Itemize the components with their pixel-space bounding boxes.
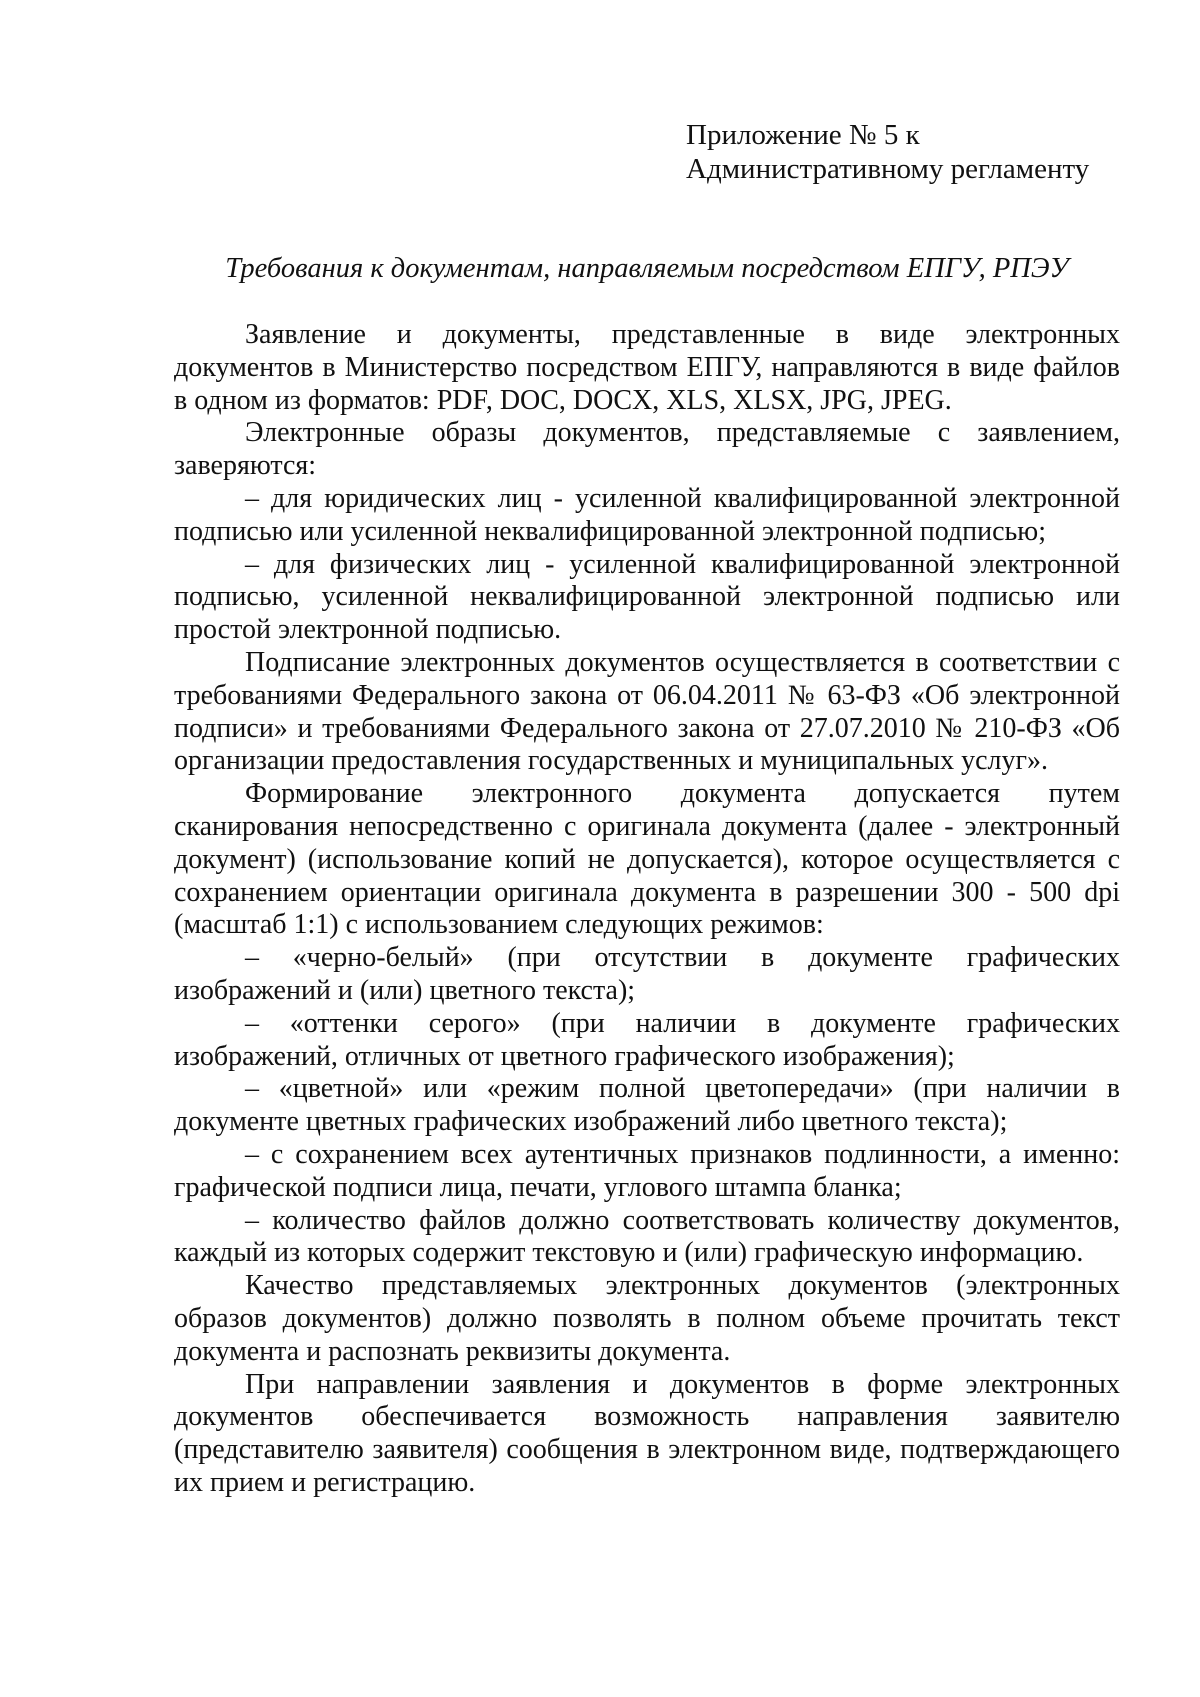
paragraph-certification: Электронные образы документов, представляемые с заявлением, заверяются: <box>174 417 1120 482</box>
appendix-line-number: Приложение № 5 к <box>686 119 920 151</box>
appendix-reference <box>686 118 1089 186</box>
list-item-color: – «цветной» или «режим полной цветопередачи» (при наличии в документе цветных графических изображений либо цветного текста); <box>174 1073 1120 1138</box>
list-item-authenticity: – с сохранением всех аутентичных признаков подлинности, а именно: графической подписи лица, печати, углового штампа бланка; <box>174 1138 1120 1203</box>
list-item-legal-entities: – для юридических лиц - усиленной квалифицированной электронной подписью или усиленной неквалифицированной электронной подписью; <box>174 482 1120 547</box>
document-body <box>174 319 1120 1500</box>
paragraph-confirmation: При направлении заявления и документов в форме электронных документов обеспечивается возможность направления заявителю (представителю заявителя) сообщения в электронном виде, подтверждающего их прием и регистрацию. <box>174 1368 1120 1498</box>
paragraph-quality: Качество представляемых электронных документов (электронных образов документов) должно позволять в полном объеме прочитать текст документа и распознать реквизиты документа. <box>174 1270 1120 1367</box>
paragraph-scanning: Формирование электронного документа допускается путем сканирования непосредственно с оригинала документа (далее - электронный документ) (использование копий не допускается), которое осуществляется с сохранением ориентации оригинала документа в разрешении 300 - 500 dpi (масштаб 1:1) с использованием следующих режимов: <box>174 778 1120 941</box>
list-item-grayscale: – «оттенки серого» (при наличии в документе графических изображений, отличных от цветного графического изображения); <box>174 1007 1120 1072</box>
paragraph-signing-law: Подписание электронных документов осуществляется в соответствии с требованиями Федерального закона от 06.04.2011 № 63-ФЗ «Об электронной подписи» и требованиями Федерального закона от 27.07.2010 № 210-ФЗ «Об организации предоставления государственных и муниципальных услуг». <box>174 646 1120 777</box>
list-item-file-count: – количество файлов должно соответствовать количеству документов, каждый из которых содержит текстовую и (или) графическую информацию. <box>174 1204 1120 1269</box>
appendix-line-regulation: Административному регламенту <box>686 153 1090 185</box>
list-item-black-white: – «черно-белый» (при отсутствии в документе графических изображений и (или) цветного текста); <box>174 942 1120 1006</box>
document-title: Требования к документам, направляемым посредством ЕПГУ, РПЭУ <box>225 253 1069 284</box>
paragraph-formats: Заявление и документы, представленные в виде электронных документов в Министерство посредством ЕПГУ, направляются в виде файлов в одном из форматов: PDF, DOC, DOCX, XLS, XLSX, JPG, JPEG. <box>174 319 1120 416</box>
list-item-individuals: – для физических лиц - усиленной квалифицированной электронной подписью, усиленной неквалифицированной электронной подписью или простой электронной подписью. <box>174 548 1120 646</box>
